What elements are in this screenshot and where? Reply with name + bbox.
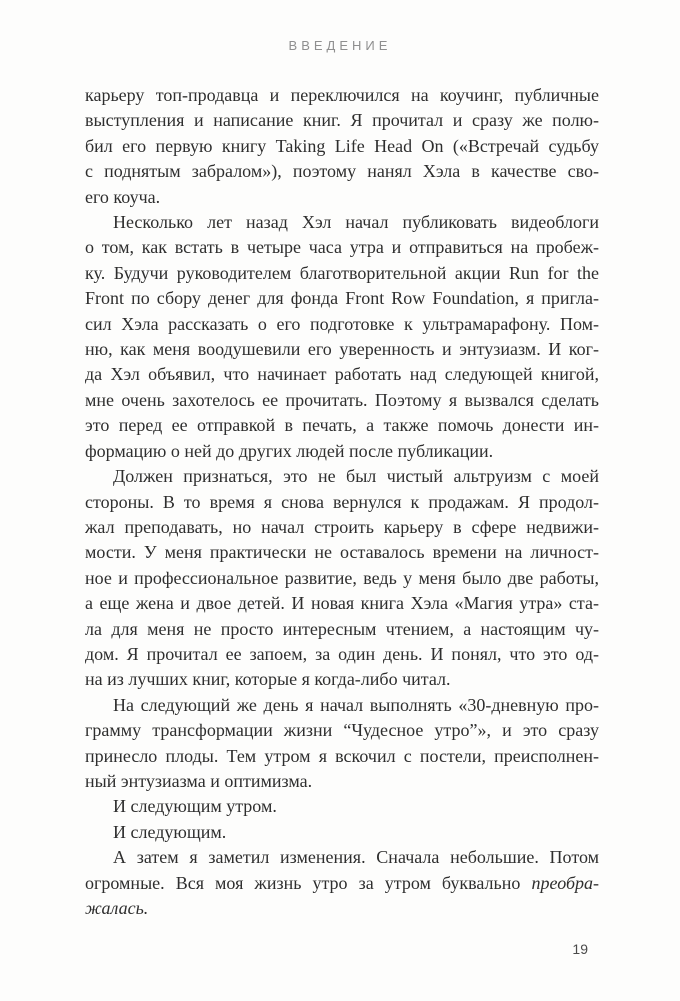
paragraph xyxy=(85,845,599,921)
text-line xyxy=(85,718,599,743)
text-line xyxy=(85,388,599,413)
text-segment: мости. У меня практически не оставалось времени на личност- xyxy=(85,542,599,563)
page-number: 19 xyxy=(572,941,588,957)
text-line xyxy=(85,642,599,667)
text-segment: Несколько лет назад Хэл начал публиковать видеоблоги xyxy=(113,212,599,233)
italic-text: жалась. xyxy=(85,898,149,918)
text-line xyxy=(85,235,599,260)
text-segment: да Хэл объявил, что начинает работать над следующей книгой, xyxy=(85,364,599,385)
text-segment: И следующим утром. xyxy=(113,796,277,817)
text-line xyxy=(85,439,599,464)
text-segment: И следующим. xyxy=(113,821,227,842)
text-segment: принесло плоды. Тем утром я вскочил с постели, преисполнен- xyxy=(85,745,599,766)
paragraph xyxy=(85,794,599,819)
text-segment: на из лучших книг, которые я когда-либо читал. xyxy=(85,669,451,690)
text-line xyxy=(85,261,599,286)
text-line xyxy=(85,820,599,845)
text-line xyxy=(85,312,599,337)
text-line xyxy=(85,744,599,769)
paragraph xyxy=(85,83,599,210)
text-segment: ню, как меня воодушевили его уверенность и энтузиазм. И ког- xyxy=(85,339,599,360)
text-segment: формацию о ней до других людей после публикации. xyxy=(85,440,494,461)
text-segment: сил Хэла рассказать о его подготовке к ультрамарафону. Пом- xyxy=(85,313,599,334)
text-line xyxy=(85,617,599,642)
text-line xyxy=(85,667,599,692)
text-line xyxy=(85,83,599,108)
text-segment: бил его первую книгу Taking Life Head On («Встречай судьбу xyxy=(85,135,599,156)
text-segment: ку. Будучи руководителем благотворительной акции Run for the xyxy=(85,262,599,283)
text-segment: с поднятым забралом»), поэтому нанял Хэла в качестве сво- xyxy=(85,161,599,182)
running-head: ВВЕДЕНИЕ xyxy=(288,38,392,53)
text-line xyxy=(85,464,599,489)
text-line xyxy=(85,566,599,591)
body-text xyxy=(85,83,599,921)
text-line xyxy=(85,490,599,515)
text-line xyxy=(85,845,599,870)
text-line xyxy=(85,693,599,718)
text-segment: грамму трансформации жизни “Чудесное утро”», и это сразу xyxy=(85,720,599,741)
text-line xyxy=(85,286,599,311)
paragraph xyxy=(85,210,599,464)
text-segment: дом. Я прочитал ее запоем, за один день. И понял, что это од- xyxy=(85,643,599,664)
text-segment: это перед ее отправкой в печать, а также помочь донести ин- xyxy=(85,415,599,436)
italic-text: преобра- xyxy=(531,872,599,893)
text-segment: ла для меня не просто интересным чтением, а настоящим чу- xyxy=(85,618,599,639)
text-segment: карьеру топ-продавца и переключился на коучинг, публичные xyxy=(85,85,599,105)
text-segment: стороны. В то время я снова вернулся к продажам. Я продол- xyxy=(85,491,599,512)
text-segment: его коуча. xyxy=(85,186,161,207)
text-segment: ный энтузиазма и оптимизма. xyxy=(85,770,313,791)
text-line xyxy=(85,540,599,565)
text-line xyxy=(85,515,599,540)
paragraph xyxy=(85,820,599,845)
text-segment: А затем я заметил изменения. Сначала небольшие. Потом xyxy=(113,847,599,868)
text-segment: ное и профессиональное развитие, ведь у меня было две работы, xyxy=(85,567,599,588)
text-line xyxy=(85,871,599,896)
text-line xyxy=(85,185,599,210)
text-line xyxy=(85,591,599,616)
text-segment: Front по сбору денег для фонда Front Row Foundation, я пригла- xyxy=(85,288,599,309)
text-line xyxy=(85,108,599,133)
text-segment: жал преподавать, но начал строить карьеру в сфере недвижи- xyxy=(85,516,599,537)
text-line xyxy=(85,134,599,159)
text-line xyxy=(85,337,599,362)
paragraph xyxy=(85,693,599,795)
text-segment: огромные. Вся моя жизнь утро за утром буквально xyxy=(85,872,532,893)
text-line xyxy=(85,210,599,235)
text-line xyxy=(85,794,599,819)
text-line xyxy=(85,362,599,387)
text-segment: На следующий же день я начал выполнять «30-дневную про- xyxy=(113,694,599,715)
text-segment: а еще жена и двое детей. И новая книга Хэла «Магия утра» ста- xyxy=(85,593,599,614)
text-line xyxy=(85,159,599,184)
text-line xyxy=(85,769,599,794)
text-segment: Должен признаться, это не был чистый альтруизм с моей xyxy=(113,466,599,487)
text-line xyxy=(85,896,599,921)
text-segment: мне очень захотелось ее прочитать. Поэтому я вызвался сделать xyxy=(85,389,599,410)
text-line xyxy=(85,413,599,438)
paragraph xyxy=(85,464,599,693)
text-segment: о том, как встать в четыре часа утра и отправиться на пробеж- xyxy=(85,237,599,258)
text-segment: выступления и написание книг. Я прочитал и сразу же полю- xyxy=(85,110,599,131)
